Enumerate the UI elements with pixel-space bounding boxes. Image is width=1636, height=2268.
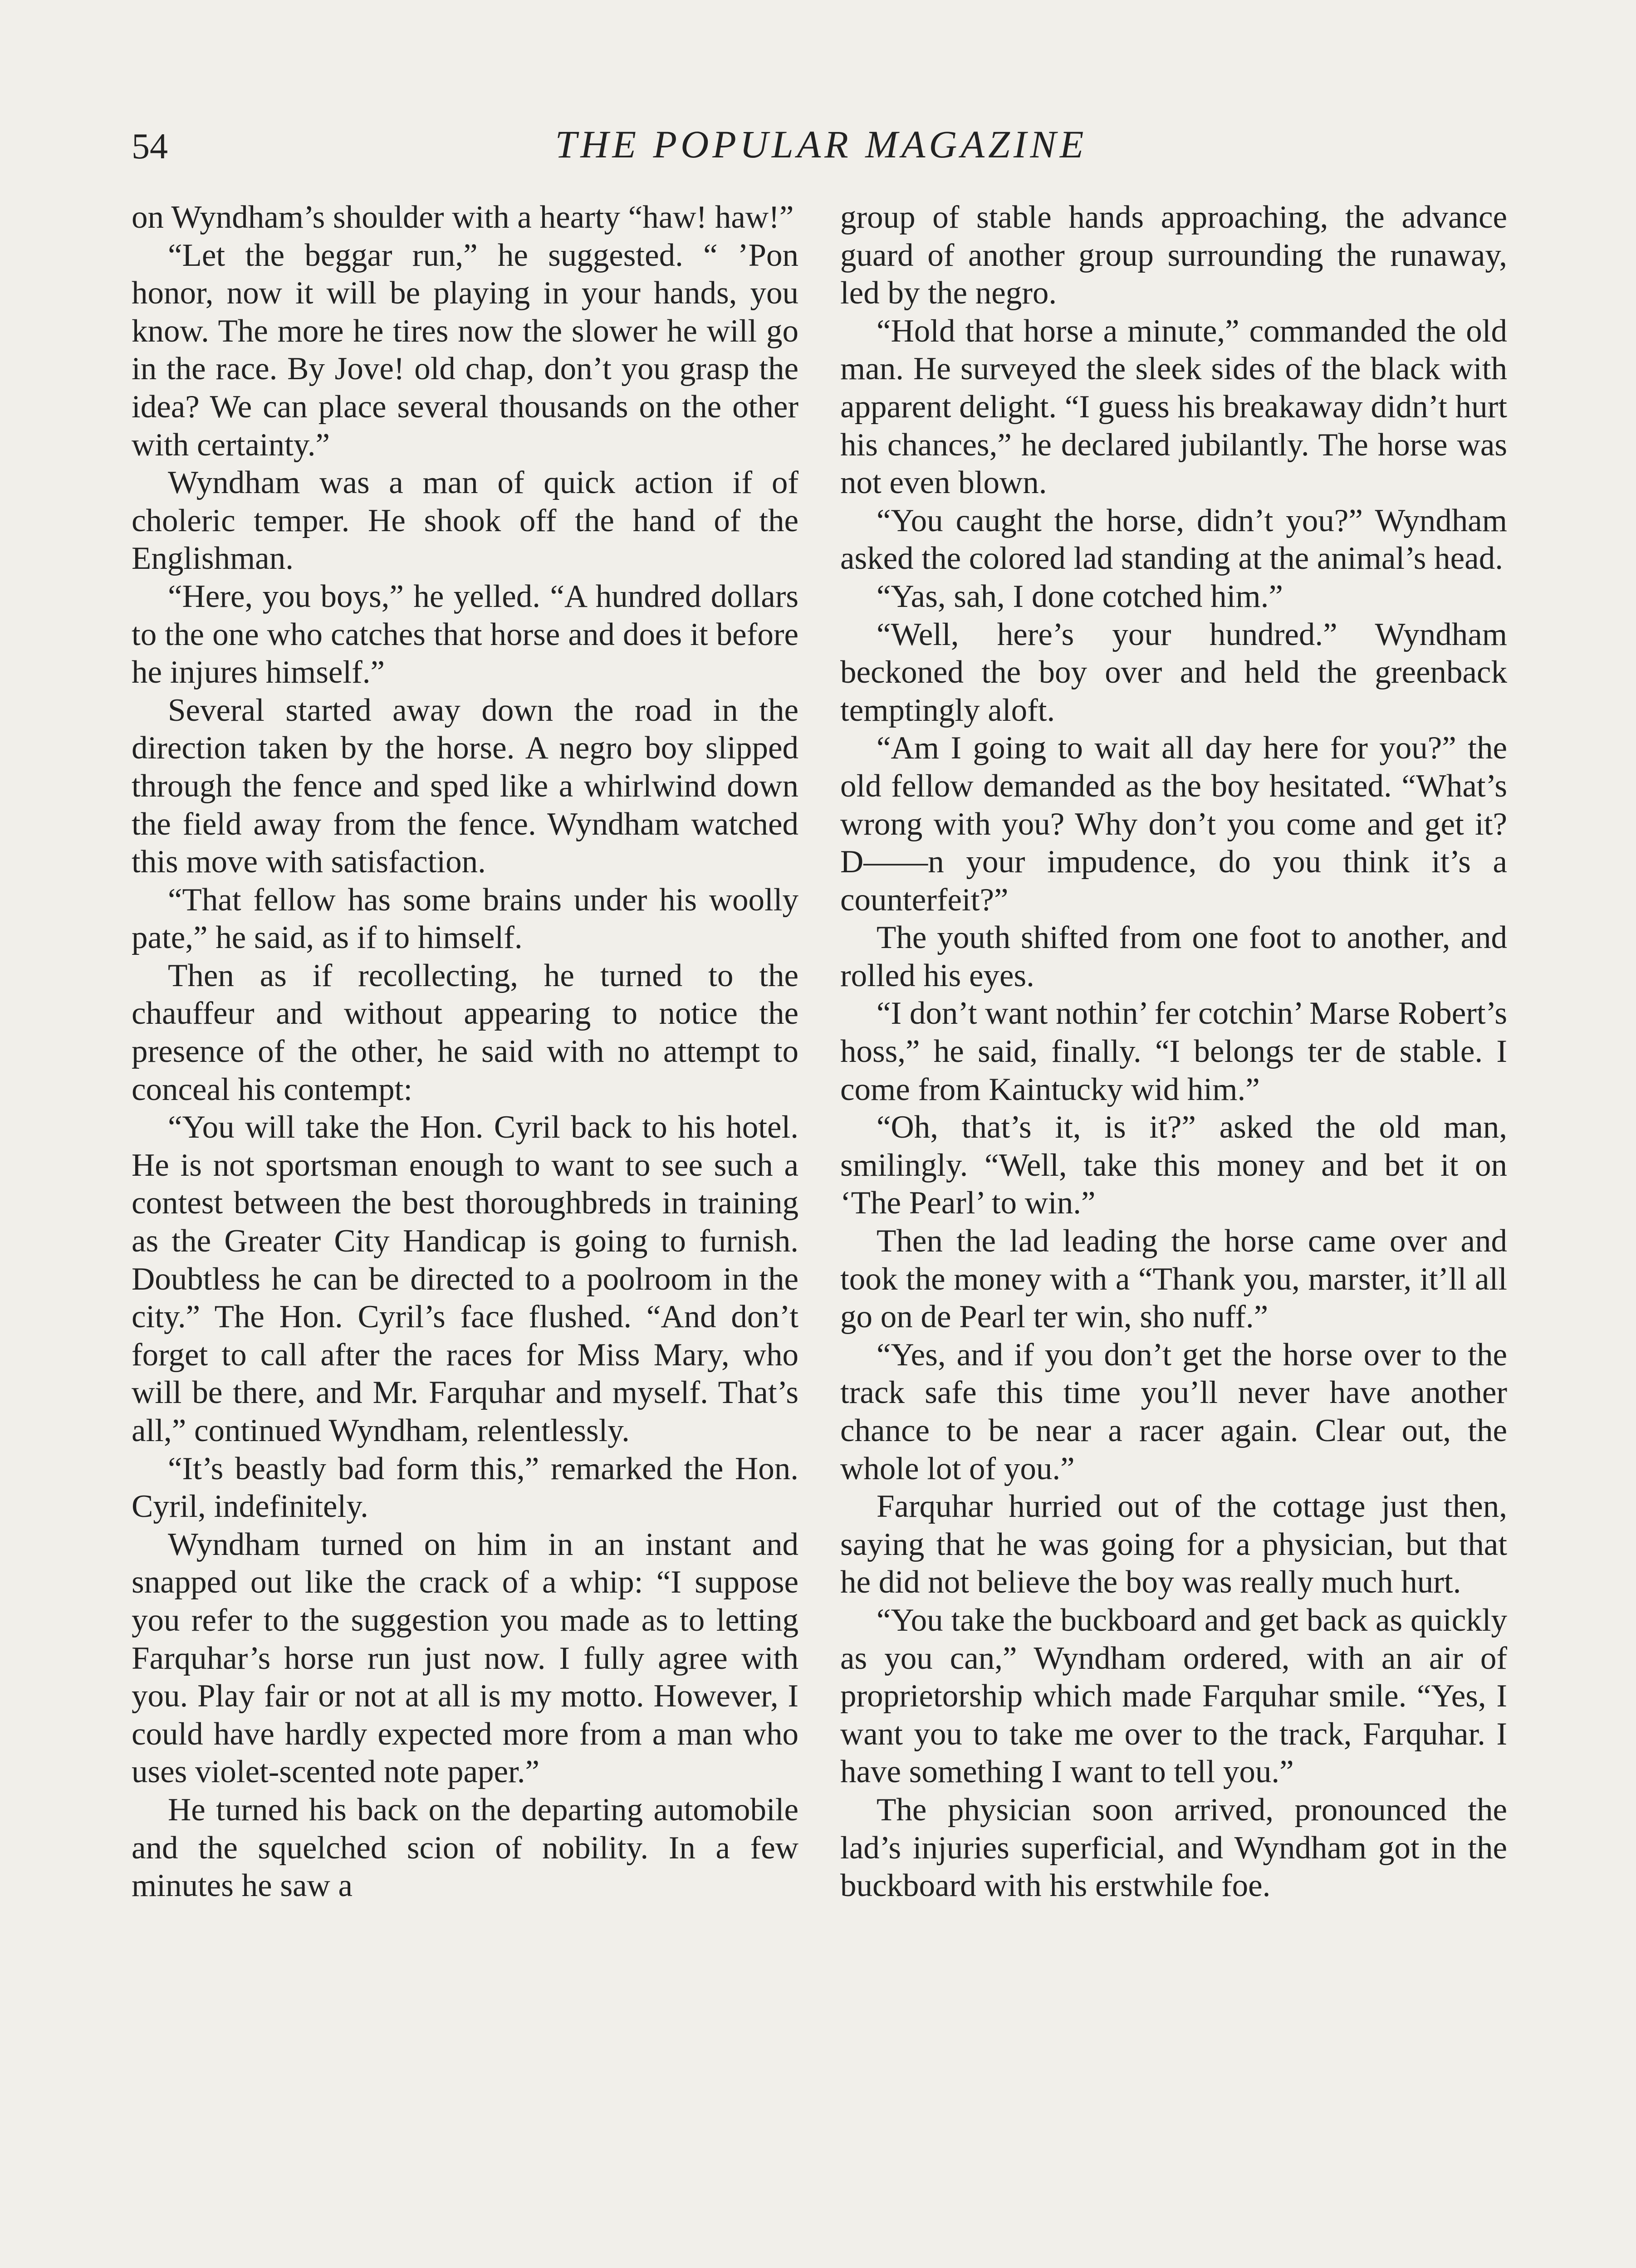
paragraph: Several started away down the road in the direction taken by the horse. A negro boy slipped through the fence and sped like a whirlwind down the field away from the fence. Wyndham watched this move with satisfaction. bbox=[132, 692, 798, 880]
magazine-title: THE POPULAR MAGAZINE bbox=[555, 122, 1087, 166]
paragraph: “You caught the horse, didn’t you?” Wyndham asked the colored lad standing at the animal’s head. bbox=[840, 503, 1507, 577]
paragraph: Then as if recollecting, he turned to the chauffeur and without appearing to notice the presence of the other, he said with no attempt to conceal his contempt: bbox=[132, 958, 798, 1107]
paragraph: Wyndham turned on him in an instant and snapped out like the crack of a whip: “I suppose you refer to the suggestion you made as to letting Farquhar’s horse run just now. I fully agree with you. Play fair or not at all is my motto. However, I could have hardly expected more from a man who uses violet-scented note paper.” bbox=[132, 1526, 798, 1790]
paragraph: “Yas, sah, I done cotched him.” bbox=[877, 578, 1283, 614]
right-column bbox=[840, 199, 1507, 2268]
paragraph: Then the lad leading the horse came over and took the money with a “Thank you, marster, it’ll all go on de Pearl ter win, sho nuff.” bbox=[840, 1223, 1507, 1335]
paragraph: group of stable hands approaching, the advance guard of another group surrounding the runaway, led by the negro. bbox=[840, 200, 1507, 311]
paragraph: “Yes, and if you don’t get the horse over to the track safe this time you’ll never have another chance to be near a racer again. Clear out, the whole lot of you.” bbox=[840, 1337, 1507, 1486]
paragraph: “I don’t want nothin’ fer cotchin’ Marse Robert’s hoss,” he said, finally. “I belongs ter de stable. I come from Kaintucky wid him.” bbox=[840, 996, 1507, 1107]
paragraph: “Hold that horse a minute,” commanded the old man. He surveyed the sleek sides of the black with apparent delight. “I guess his breakaway didn’t hurt his chances,” he declared jubilantly. The horse was not even blown. bbox=[840, 313, 1507, 501]
paragraph: “Well, here’s your hundred.” Wyndham beckoned the boy over and held the greenback temptingly aloft. bbox=[840, 616, 1507, 728]
paragraph: on Wyndham’s shoulder with a hearty “haw! haw!” bbox=[132, 200, 794, 235]
paragraph: “Let the beggar run,” he suggested. “ ’Pon honor, now it will be playing in your hands, you know. The more he tires now the slower he will go in the race. By Jove! old chap, don’t you grasp the idea? We can place several thousands on the other with certainty.” bbox=[132, 237, 798, 463]
left-column bbox=[132, 199, 798, 2268]
paragraph: Farquhar hurried out of the cottage just then, saying that he was going for a physician, but that he did not believe the boy was really much hurt. bbox=[840, 1489, 1507, 1600]
paragraph: He turned his back on the departing automobile and the squelched scion of nobility. In a few minutes he saw a bbox=[132, 1792, 798, 1904]
paragraph: “Here, you boys,” he yelled. “A hundred dollars to the one who catches that horse and does it before he injures himself.” bbox=[132, 578, 798, 690]
paragraph: Wyndham was a man of quick action if of choleric temper. He shook off the hand of the Englishman. bbox=[132, 465, 798, 577]
paragraph: “Oh, that’s it, is it?” asked the old man, smilingly. “Well, take this money and bet it on ‘The Pearl’ to win.” bbox=[840, 1110, 1507, 1221]
page-number: 54 bbox=[132, 127, 168, 166]
paragraph: “You will take the Hon. Cyril back to his hotel. He is not sportsman enough to want to see such a contest between the best thoroughbreds in training as the Greater City Handicap is going to furnish. Doubtless he can be directed to a poolroom in the city.” The Hon. Cyril’s face flushed. “And don’t forget to call after the races for Miss Mary, who will be there, and Mr. Farquhar and myself. That’s all,” continued Wyndham, relentlessly. bbox=[132, 1110, 798, 1448]
paragraph: The youth shifted from one foot to another, and rolled his eyes. bbox=[840, 920, 1507, 993]
paragraph: The physician soon arrived, pronounced the lad’s injuries superficial, and Wyndham got in the buckboard with his erstwhile foe. bbox=[840, 1792, 1507, 1904]
paragraph: “It’s beastly bad form this,” remarked the Hon. Cyril, indefinitely. bbox=[132, 1451, 798, 1525]
paragraph: “You take the buckboard and get back as quickly as you can,” Wyndham ordered, with an air of proprietorship which made Farquhar smile. “Yes, I want you to take me over to the track, Farquhar. I have something I want to tell you.” bbox=[840, 1602, 1507, 1790]
paragraph: “That fellow has some brains under his woolly pate,” he said, as if to himself. bbox=[132, 882, 798, 956]
page-header bbox=[132, 117, 1511, 171]
paragraph: “Am I going to wait all day here for you?” the old fellow demanded as the boy hesitated. “What’s wrong with you? Why don’t you come and get it? D——n your impudence, do you think it’s a counterfeit?” bbox=[840, 730, 1507, 918]
